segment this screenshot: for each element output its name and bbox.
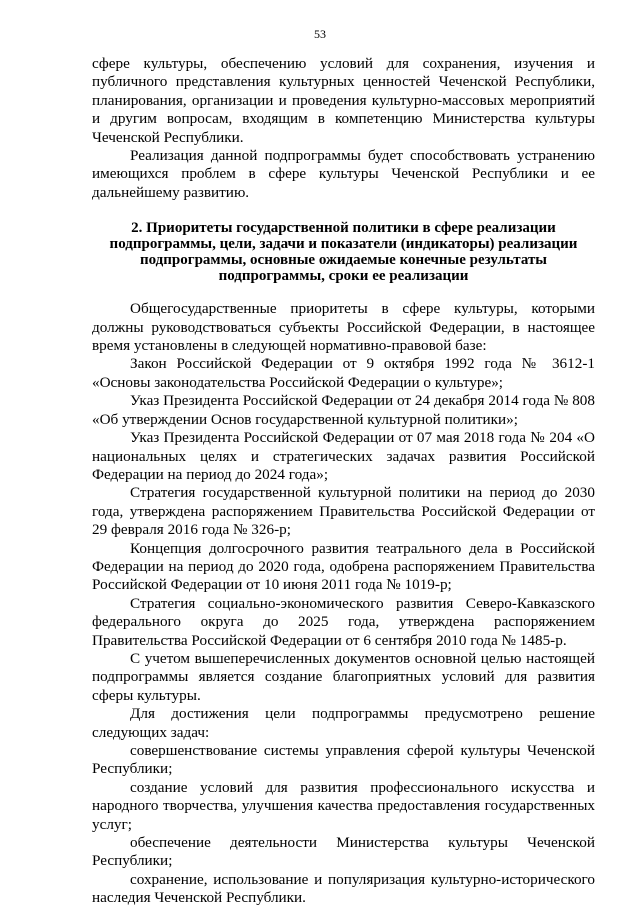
- paragraph-tasks-intro: Для достижения цели подпрограммы предусмотрено решение следующих задач:: [92, 705, 595, 741]
- paragraph-law-1992: Закон Российской Федерации от 9 октября 1992 года № 3612-1 «Основы законодательства Российской Федерации о культуре»;: [92, 355, 595, 391]
- intro-continuation: сфере культуры, обеспечению условий для сохранения, изучения и публичного представления культурных ценностей Чеченской Республики, планирования, организации и проведения культурно-массовых мероприятий и другим вопросам, входящим в компетенцию Министерства культуры Чеченской Республики.: [92, 55, 595, 146]
- paragraph-task-management: совершенствование системы управления сферой культуры Чеченской Республики;: [92, 742, 595, 778]
- paragraph-task-arts: создание условий для развития профессионального искусства и народного творчества, улучшения качества предоставления государственных услуг;: [92, 778, 595, 833]
- paragraph-priorities: Общегосударственные приоритеты в сфере культуры, которыми должны руководствоваться субъекты Российской Федерации, в настоящее время установлены в следующей нормативно-правовой базе:: [92, 300, 595, 355]
- paragraph-decree-204: Указ Президента Российской Федерации от 07 мая 2018 года № 204 «О национальных целях и стратегических задачах развития Российской Федерации на период до 2024 года»;: [92, 429, 595, 483]
- page-number: 53: [314, 27, 326, 41]
- paragraph-task-heritage: сохранение, использование и популяризация культурно-исторического наследия Чеченской Республики.: [92, 870, 595, 907]
- paragraph-strategy-2030: Стратегия государственной культурной политики на период до 2030 года, утверждена распоряжением Правительства Российской Федерации от 29 февраля 2016 года № 326-р;: [92, 484, 595, 539]
- paragraph-theatre-concept: Концепция долгосрочного развития театрального дела в Российской Федерации на период до 2020 года, одобрена распоряжением Правительства Российской Федерации от 10 июня 2011 года № 1019-р;: [92, 539, 595, 594]
- paragraph-decree-808: Указ Президента Российской Федерации от 24 декабря 2014 года № 808 «Об утверждении Основ государственной культурной политики»;: [92, 392, 595, 428]
- paragraph-main-goal: С учетом вышеперечисленных документов основной целью настоящей подпрограммы является создание благоприятных условий для развития сферы культуры.: [92, 649, 595, 704]
- paragraph-skfo-strategy: Стратегия социально-экономического развития Северо-Кавказского федерального округа до 2025 года, утверждена распоряжением Правительства Российской Федерации от 6 сентября 2010 года № 1485-р.: [92, 594, 595, 649]
- section-heading: 2. Приоритеты государственной политики в сфере реализации подпрограммы, цели, задачи и показатели (индикаторы) реализации подпрограммы, основные ожидаемые конечные результаты подпрограммы, сроки ее реализации: [109, 220, 578, 285]
- paragraph-task-ministry: обеспечение деятельности Министерства культуры Чеченской Республики;: [92, 834, 595, 870]
- document-body: [92, 55, 595, 908]
- intro-paragraph: Реализация данной подпрограммы будет способствовать устранению имеющихся проблем в сфере культуры Чеченской Республики и ее дальнейшему развитию.: [92, 147, 595, 201]
